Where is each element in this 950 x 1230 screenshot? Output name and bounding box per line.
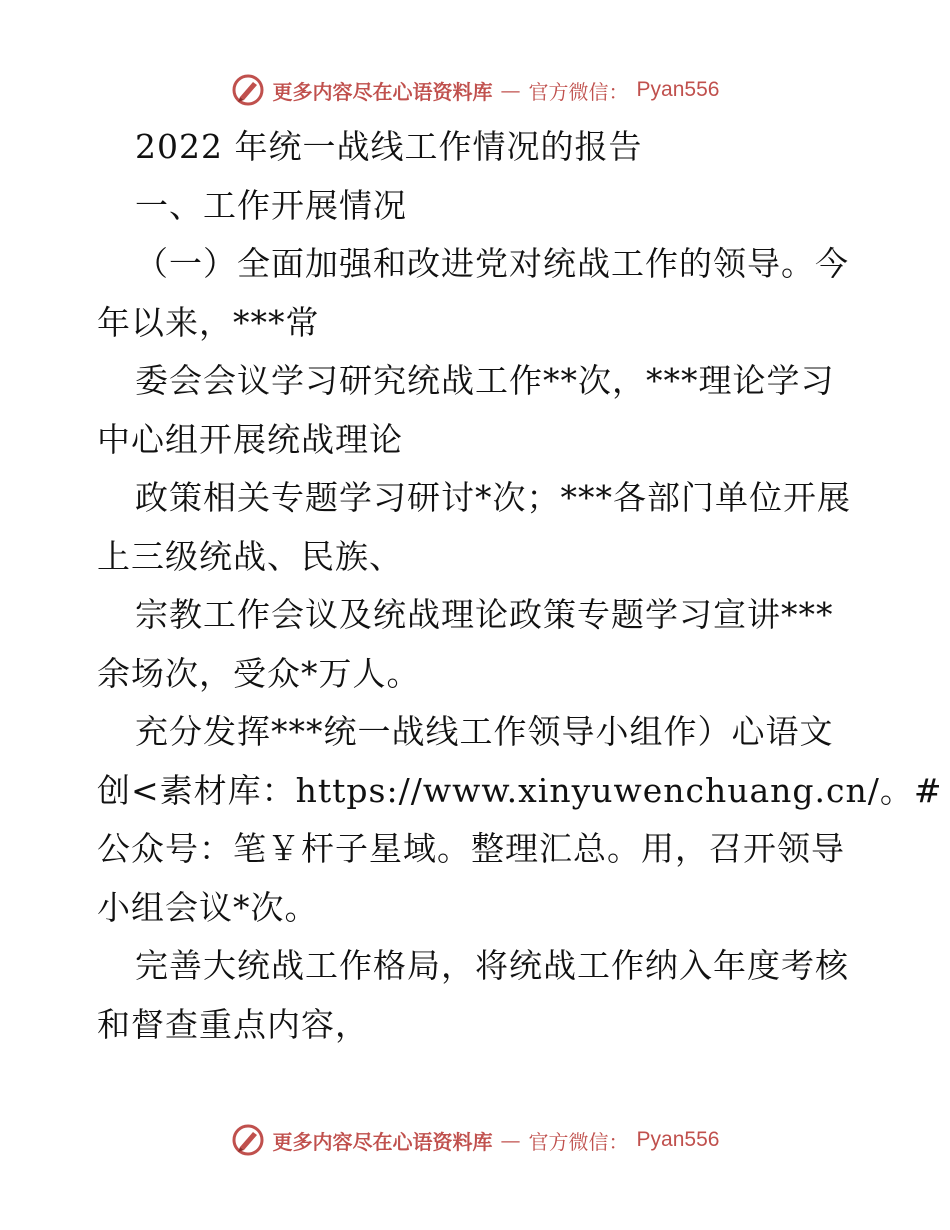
document-line: 上三级统战、民族、 bbox=[97, 536, 403, 576]
document-line: 创<素材库：https://www.xinyuwenchuang.cn/。# bbox=[97, 770, 943, 810]
document-line: 委会会议学习研究统战工作**次，***理论学习 bbox=[135, 361, 835, 400]
pen-logo-icon bbox=[231, 1123, 265, 1157]
watermark-wechat-id: Pyan556 bbox=[636, 1128, 720, 1151]
document-line: 余场次，受众*万人。 bbox=[97, 653, 421, 693]
document-line: 一、工作开展情况 bbox=[135, 185, 407, 225]
document-line: 公众号：笔￥杆子星域。整理汇总。用，召开领导 bbox=[97, 829, 845, 868]
watermark-wechat-label: 官方微信： bbox=[528, 79, 629, 104]
watermark-site-text: 更多内容尽在心语资料库 bbox=[272, 1129, 493, 1154]
document-line: 政策相关专题学习研讨*次；***各部门单位开展 bbox=[135, 478, 851, 517]
document-line: 和督查重点内容， bbox=[97, 1004, 369, 1044]
watermark-separator: — bbox=[500, 78, 521, 102]
document-line: 充分发挥***统一战线工作领导小组作）心语文 bbox=[135, 712, 834, 751]
watermark-wechat-label: 官方微信： bbox=[528, 1129, 629, 1154]
watermark-site-text: 更多内容尽在心语资料库 bbox=[272, 79, 493, 104]
watermark-separator: — bbox=[500, 1128, 521, 1152]
watermark-wechat-id: Pyan556 bbox=[636, 78, 720, 101]
footer-watermark bbox=[0, 1120, 950, 1160]
header-watermark bbox=[0, 70, 950, 110]
document-line: （一）全面加强和改进党对统战工作的领导。今 bbox=[135, 244, 849, 283]
document-line: 宗教工作会议及统战理论政策专题学习宣讲*** bbox=[135, 595, 834, 634]
document-line: 小组会议*次。 bbox=[97, 887, 319, 927]
document-line: 年以来，***常 bbox=[97, 302, 320, 342]
document-line: 完善大统战工作格局，将统战工作纳入年度考核 bbox=[135, 946, 849, 985]
document-line: 2022 年统一战线工作情况的报告 bbox=[135, 127, 643, 166]
document-line: 中心组开展统战理论 bbox=[97, 419, 403, 459]
pen-logo-icon bbox=[231, 73, 265, 107]
document-body bbox=[97, 118, 943, 1054]
